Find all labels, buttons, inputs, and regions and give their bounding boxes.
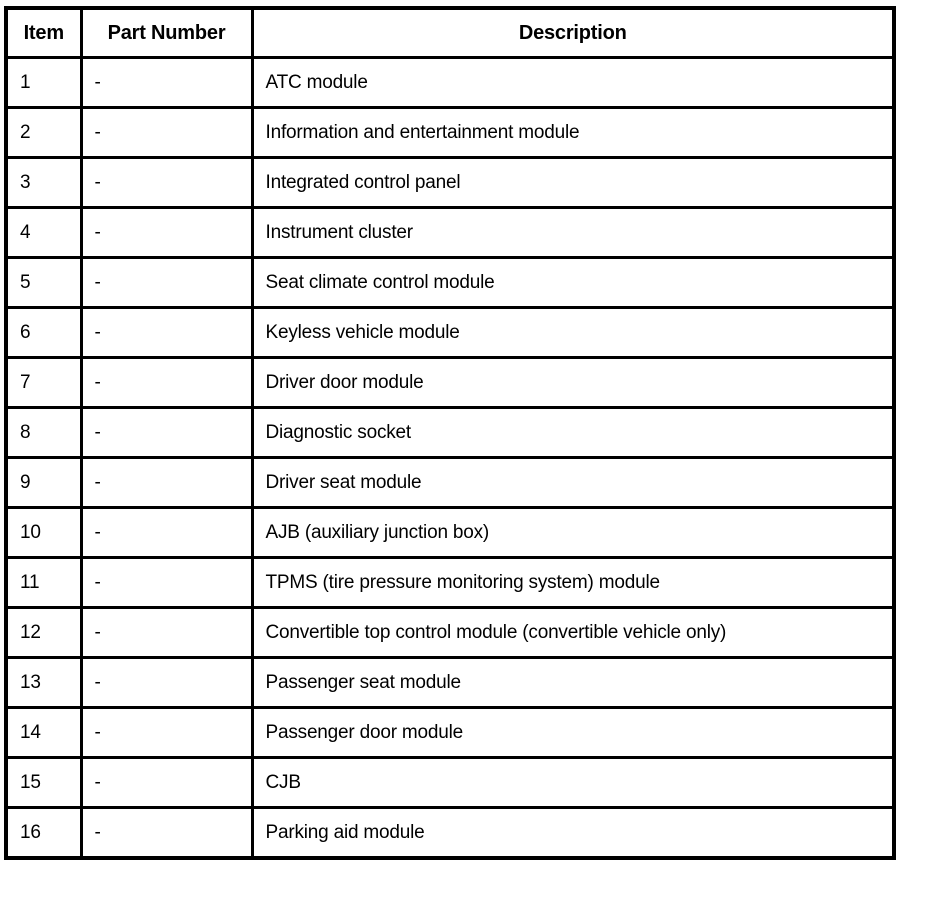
part-number-cell: - xyxy=(81,258,252,308)
table-row xyxy=(6,408,894,458)
description-cell: Integrated control panel xyxy=(252,158,894,208)
table-row xyxy=(6,308,894,358)
table-row xyxy=(6,758,894,808)
item-cell: 3 xyxy=(6,158,81,208)
description-cell: Instrument cluster xyxy=(252,208,894,258)
item-cell: 8 xyxy=(6,408,81,458)
table-row xyxy=(6,608,894,658)
description-cell: Driver seat module xyxy=(252,458,894,508)
table-row xyxy=(6,658,894,708)
part-number-cell: - xyxy=(81,158,252,208)
part-number-cell: - xyxy=(81,558,252,608)
item-cell: 11 xyxy=(6,558,81,608)
description-cell: Information and entertainment module xyxy=(252,108,894,158)
description-cell: ATC module xyxy=(252,58,894,108)
description-cell: Passenger door module xyxy=(252,708,894,758)
header-row xyxy=(6,8,894,58)
item-cell: 13 xyxy=(6,658,81,708)
description-cell: Seat climate control module xyxy=(252,258,894,308)
part-number-cell: - xyxy=(81,358,252,408)
table-row xyxy=(6,158,894,208)
item-cell: 6 xyxy=(6,308,81,358)
description-cell: Convertible top control module (convertible vehicle only) xyxy=(252,608,894,658)
description-cell: TPMS (tire pressure monitoring system) module xyxy=(252,558,894,608)
item-cell: 12 xyxy=(6,608,81,658)
part-number-cell: - xyxy=(81,708,252,758)
description-cell: Driver door module xyxy=(252,358,894,408)
table-row xyxy=(6,708,894,758)
item-cell: 10 xyxy=(6,508,81,558)
part-number-cell: - xyxy=(81,408,252,458)
part-number-cell: - xyxy=(81,658,252,708)
column-header-part-number: Part Number xyxy=(81,8,252,58)
part-number-cell: - xyxy=(81,608,252,658)
part-number-cell: - xyxy=(81,808,252,859)
table-row xyxy=(6,58,894,108)
description-cell: Diagnostic socket xyxy=(252,408,894,458)
item-cell: 2 xyxy=(6,108,81,158)
description-cell: CJB xyxy=(252,758,894,808)
part-number-cell: - xyxy=(81,308,252,358)
item-cell: 4 xyxy=(6,208,81,258)
part-number-cell: - xyxy=(81,208,252,258)
table-row xyxy=(6,208,894,258)
column-header-item: Item xyxy=(6,8,81,58)
parts-table-header xyxy=(6,8,894,58)
table-row xyxy=(6,458,894,508)
parts-table xyxy=(4,6,896,860)
item-cell: 15 xyxy=(6,758,81,808)
description-cell: AJB (auxiliary junction box) xyxy=(252,508,894,558)
table-row xyxy=(6,258,894,308)
table-row xyxy=(6,808,894,859)
part-number-cell: - xyxy=(81,108,252,158)
table-row xyxy=(6,108,894,158)
parts-table-body xyxy=(6,58,894,859)
item-cell: 16 xyxy=(6,808,81,859)
item-cell: 14 xyxy=(6,708,81,758)
description-cell: Keyless vehicle module xyxy=(252,308,894,358)
item-cell: 7 xyxy=(6,358,81,408)
description-cell: Passenger seat module xyxy=(252,658,894,708)
part-number-cell: - xyxy=(81,458,252,508)
column-header-description: Description xyxy=(252,8,894,58)
part-number-cell: - xyxy=(81,58,252,108)
table-row xyxy=(6,558,894,608)
item-cell: 1 xyxy=(6,58,81,108)
item-cell: 9 xyxy=(6,458,81,508)
part-number-cell: - xyxy=(81,758,252,808)
description-cell: Parking aid module xyxy=(252,808,894,859)
part-number-cell: - xyxy=(81,508,252,558)
table-row xyxy=(6,508,894,558)
item-cell: 5 xyxy=(6,258,81,308)
table-row xyxy=(6,358,894,408)
